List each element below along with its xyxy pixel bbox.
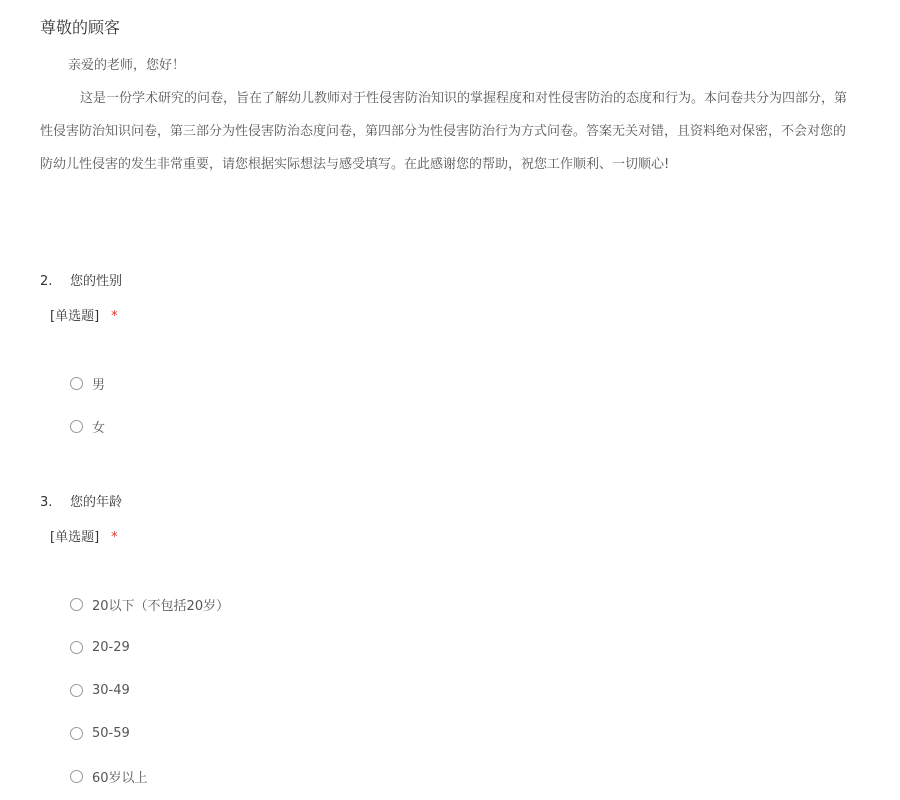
- option-label: 20以下（不包括20岁）: [92, 598, 230, 614]
- radio-button[interactable]: [70, 377, 83, 390]
- option-label: 50-59: [92, 725, 130, 741]
- intro-greeting: 亲爱的老师，您好！: [68, 58, 186, 73]
- required-marker: *: [111, 309, 118, 324]
- radio-button[interactable]: [70, 420, 83, 433]
- intro-paragraph-line: 这是一份学术研究的问卷，旨在了解幼儿教师对于性侵害防治知识的掌握程度和对性侵害防治的态度和行为。本问卷共分为四部分，第: [80, 91, 848, 106]
- option-age-under-20[interactable]: [70, 594, 229, 614]
- option-label: 60岁以上: [92, 770, 148, 786]
- question-text: 您的性别: [70, 274, 123, 289]
- option-age-30-49[interactable]: [70, 680, 130, 700]
- option-label: 20-29: [92, 639, 130, 655]
- option-age-60-plus[interactable]: [70, 766, 148, 786]
- question-2-title: [40, 270, 122, 289]
- intro-paragraph-line: 防幼儿性侵害的发生非常重要，请您根据实际想法与感受填写。在此感谢您的帮助，祝您工作顺利、一切顺心!: [40, 157, 670, 172]
- question-3-type: [50, 526, 118, 545]
- question-type-label: [单选题]: [50, 309, 100, 324]
- option-label: 女: [92, 420, 106, 436]
- option-female[interactable]: [70, 416, 105, 436]
- radio-button[interactable]: [70, 727, 83, 740]
- question-3-title: [40, 491, 122, 510]
- survey-title: 尊敬的顾客: [40, 18, 121, 37]
- question-type-label: [单选题]: [50, 530, 100, 545]
- option-age-20-29[interactable]: [70, 637, 130, 657]
- required-marker: *: [111, 530, 118, 545]
- question-2-type: [50, 305, 118, 324]
- radio-button[interactable]: [70, 641, 83, 654]
- intro-paragraph-line: 性侵害防治知识问卷，第三部分为性侵害防治态度问卷，第四部分为性侵害防治行为方式问卷。答案无关对错，且资料绝对保密，不会对您的: [40, 124, 847, 139]
- radio-button[interactable]: [70, 684, 83, 697]
- option-label: 30-49: [92, 682, 130, 698]
- option-age-50-59[interactable]: [70, 723, 130, 743]
- question-number: 2.: [40, 274, 53, 289]
- option-male[interactable]: [70, 373, 105, 393]
- question-number: 3.: [40, 495, 53, 510]
- option-label: 男: [92, 377, 106, 393]
- radio-button[interactable]: [70, 770, 83, 783]
- radio-button[interactable]: [70, 598, 83, 611]
- question-text: 您的年龄: [70, 495, 123, 510]
